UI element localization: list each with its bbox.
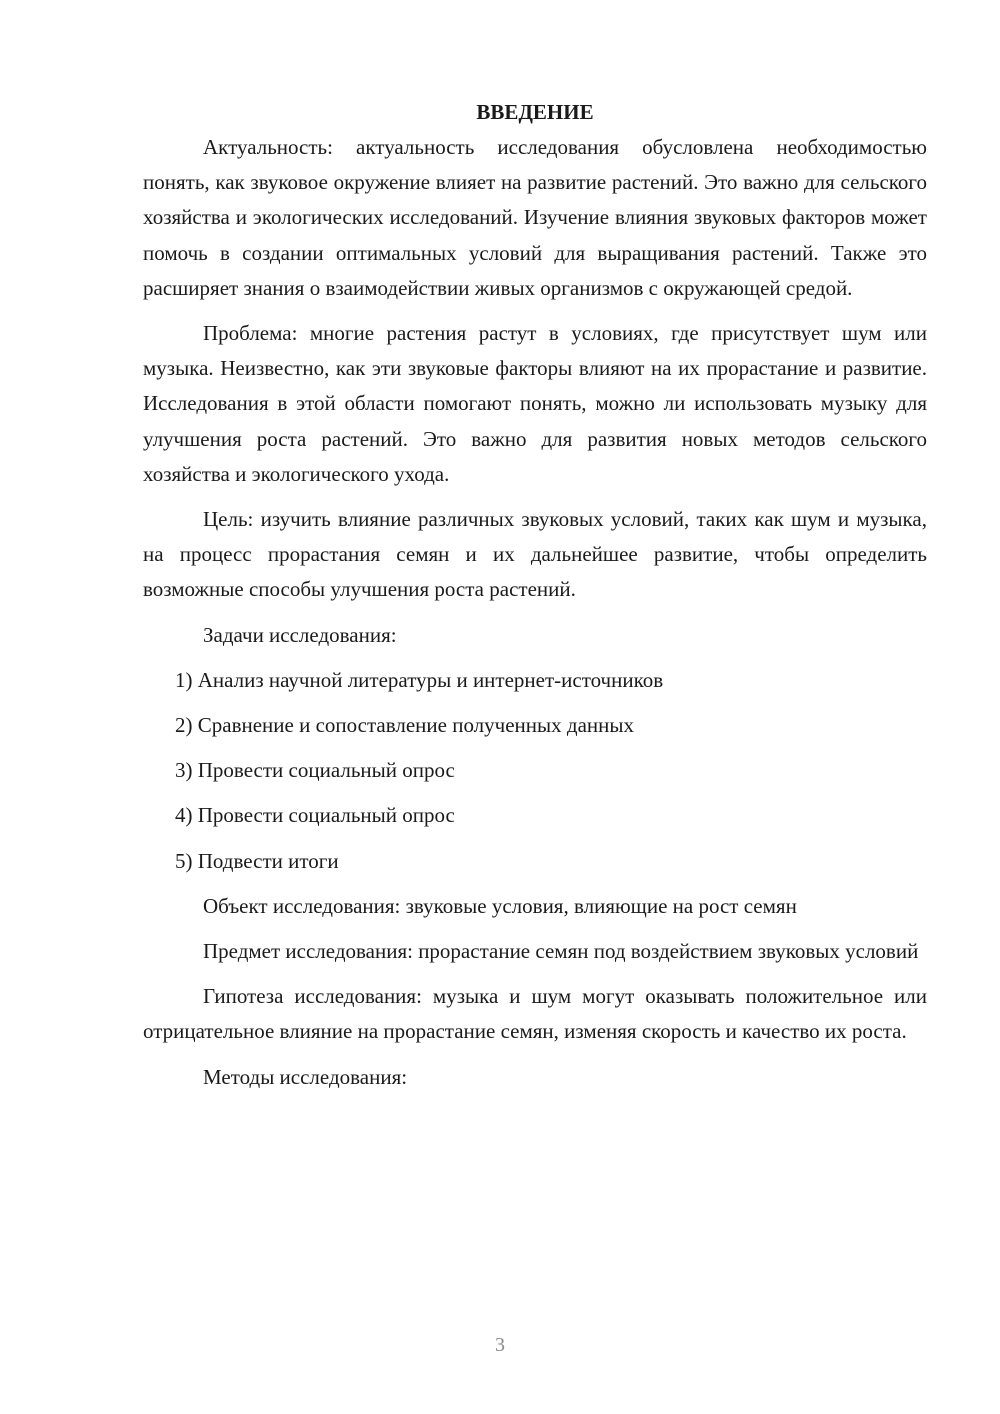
hypothesis-paragraph: Гипотеза исследования: музыка и шум могут оказывать положительное или отрицательное влияние на прорастание семян, изменяя скорость и качество их роста. — [143, 984, 927, 1044]
tasks-heading: Задачи исследования: — [203, 622, 397, 647]
task-item: 1) Анализ научной литературы и интернет-источников — [175, 667, 664, 692]
task-item: 2) Сравнение и сопоставление полученных данных — [175, 713, 634, 738]
subject-paragraph: Предмет исследования: прорастание семян под воздействием звуковых условий — [203, 939, 919, 964]
page-content — [143, 95, 927, 1105]
tasks-list — [143, 663, 927, 879]
task-item: 4) Провести социальный опрос — [175, 803, 455, 828]
goal-paragraph: Цель: изучить влияние различных звуковых условий, таких как шум и музыка, на процесс прорастания семян и их дальнейшее развитие, чтобы определить возможные способы улучшения роста растений. — [143, 507, 927, 602]
task-item: 3) Провести социальный опрос — [175, 758, 455, 783]
methods-paragraph: Методы исследования: — [203, 1064, 408, 1089]
problem-paragraph: Проблема: многие растения растут в условиях, где присутствует шум или музыка. Неизвестно, как эти звуковые факторы влияют на их прорастание и развитие. Исследования в этой области помогают понять, можно ли использовать музыку для улучшения роста растений. Это важно для развития новых методов сельского хозяйства и экологического ухода. — [143, 321, 927, 486]
object-paragraph: Объект исследования: звуковые условия, влияющие на рост семян — [203, 893, 797, 918]
relevance-paragraph: Актуальность: актуальность исследования обусловлена необходимостью понять, как звуковое окружение влияет на развитие растений. Это важно для сельского хозяйства и экологических исследований. Изучение влияния звуковых факторов может помочь в создании оптимальных условий для выращивания растений. Также это расширяет знания о взаимодействии живых организмов с окружающей средой. — [143, 135, 927, 300]
task-item: 5) Подвести итоги — [175, 848, 339, 873]
section-title: ВВЕДЕНИЕ — [476, 100, 594, 124]
page-number: 3 — [495, 1334, 505, 1356]
